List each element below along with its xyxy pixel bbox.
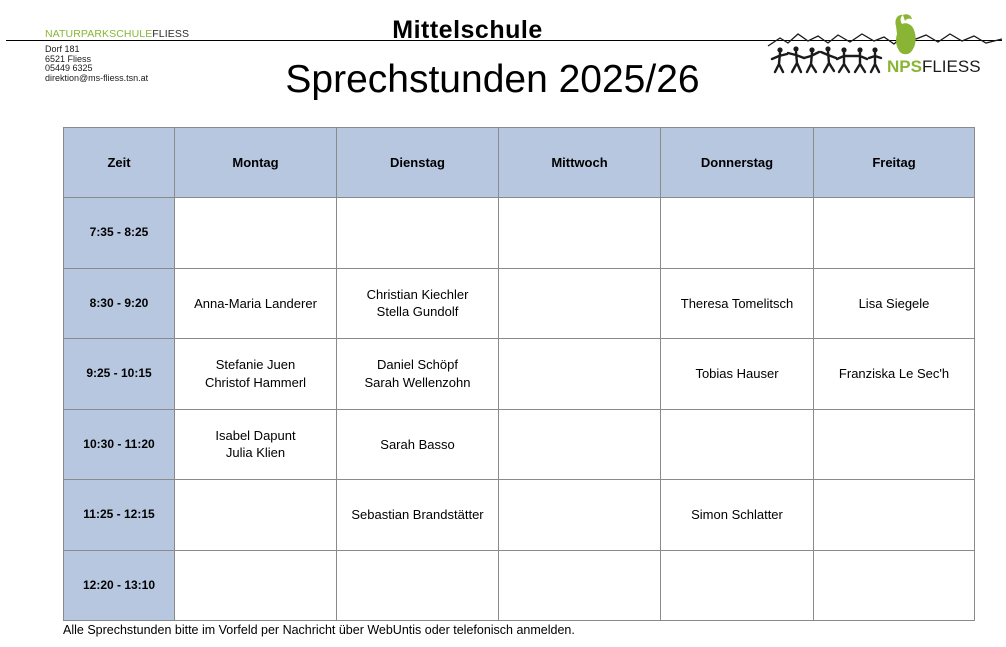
time-slot-cell: 8:30 - 9:20 bbox=[64, 268, 175, 339]
time-slot-cell: 12:20 - 13:10 bbox=[64, 550, 175, 621]
teacher-name: Sebastian Brandstätter bbox=[351, 507, 484, 522]
schedule-cell-thursday bbox=[661, 409, 814, 480]
page-title: Sprechstunden 2025/26 bbox=[285, 58, 700, 101]
schedule-cell-tuesday bbox=[337, 198, 499, 269]
address-city: 6521 Fliess bbox=[45, 53, 92, 64]
schedule-cell-monday bbox=[175, 198, 337, 269]
teacher-name: Christian Kiechler bbox=[366, 286, 469, 302]
column-header-friday: Freitag bbox=[814, 128, 975, 198]
schedule-cell-monday bbox=[175, 550, 337, 621]
schedule-cell-tuesday bbox=[337, 409, 499, 480]
teacher-name: Anna-Maria Landerer bbox=[194, 295, 317, 311]
school-brand-text: NATURPARKSCHULEFLIESS bbox=[45, 28, 190, 40]
schedule-cell-monday bbox=[175, 339, 337, 410]
schedule-cell-tuesday bbox=[337, 268, 499, 339]
column-header-wednesday: Mittwoch bbox=[499, 128, 661, 198]
column-header-time: Zeit bbox=[64, 128, 175, 198]
schedule-cell-friday bbox=[814, 409, 975, 480]
schedule-cell-tuesday bbox=[337, 550, 499, 621]
time-slot-cell: 9:25 - 10:15 bbox=[64, 339, 175, 410]
teacher-name: Franziska Le Sec'h bbox=[838, 366, 950, 381]
nps-logo-text: NPSFLIESS bbox=[887, 57, 981, 76]
schedule-cell-wednesday bbox=[499, 550, 661, 621]
time-slot-cell: 10:30 - 11:20 bbox=[64, 409, 175, 480]
schedule-cell-thursday bbox=[661, 268, 814, 339]
column-header-monday: Montag bbox=[175, 128, 337, 198]
table-row bbox=[64, 268, 975, 339]
schedule-cell-thursday bbox=[661, 339, 814, 410]
teacher-name: Stefanie Juen bbox=[215, 357, 296, 373]
schedule-cell-monday bbox=[175, 480, 337, 551]
schedule-cell-monday bbox=[175, 268, 337, 339]
schedule-cell-wednesday bbox=[499, 409, 661, 480]
teacher-name: Sarah Basso bbox=[380, 436, 455, 452]
schedule-cell-wednesday bbox=[499, 480, 661, 551]
schedule-cell-wednesday bbox=[499, 268, 661, 339]
schedule-cell-thursday bbox=[661, 550, 814, 621]
address-email: direktion@ms-fliess.tsn.at bbox=[45, 72, 149, 83]
time-slot-cell: 7:35 - 8:25 bbox=[64, 198, 175, 269]
schedule-cell-tuesday bbox=[337, 339, 499, 410]
teacher-name: Stella Gundolf bbox=[376, 304, 459, 320]
school-type-heading: Mittelschule bbox=[392, 16, 543, 44]
teacher-name: Isabel Dapunt bbox=[215, 427, 296, 443]
teacher-name: Julia Klien bbox=[225, 445, 286, 461]
table-row bbox=[64, 550, 975, 621]
table-row bbox=[64, 409, 975, 480]
teacher-name: Lisa Siegele bbox=[858, 295, 930, 311]
address-street: Dorf 181 bbox=[45, 44, 80, 54]
schedule-cell-tuesday bbox=[337, 480, 499, 551]
schedule-cell-friday bbox=[814, 480, 975, 551]
schedule-cell-friday bbox=[814, 550, 975, 621]
teacher-name: Simon Schlatter bbox=[691, 507, 783, 522]
teacher-name: Christof Hammerl bbox=[204, 374, 307, 390]
table-row bbox=[64, 198, 975, 269]
table-row bbox=[64, 480, 975, 551]
teacher-name: Tobias Hauser bbox=[695, 366, 779, 381]
schedule-cell-monday bbox=[175, 409, 337, 480]
schedule-cell-friday bbox=[814, 268, 975, 339]
schedule-table bbox=[63, 127, 975, 621]
schedule-cell-friday bbox=[814, 339, 975, 410]
schedule-cell-friday bbox=[814, 198, 975, 269]
column-header-thursday: Donnerstag bbox=[661, 128, 814, 198]
address-phone: 05449 6325 bbox=[45, 63, 93, 74]
schedule-cell-wednesday bbox=[499, 198, 661, 269]
table-row bbox=[64, 339, 975, 410]
time-slot-cell: 11:25 - 12:15 bbox=[64, 480, 175, 551]
schedule-cell-thursday bbox=[661, 198, 814, 269]
teacher-name: Daniel Schöpf bbox=[377, 357, 458, 373]
schedule-cell-wednesday bbox=[499, 339, 661, 410]
teacher-name: Theresa Tomelitsch bbox=[680, 295, 794, 311]
table-header-row bbox=[64, 128, 975, 198]
column-header-tuesday: Dienstag bbox=[337, 128, 499, 198]
footer-note: Alle Sprechstunden bitte im Vorfeld per Nachricht über WebUntis oder telefonisch anmelden. bbox=[63, 623, 575, 637]
teacher-name: Sarah Wellenzohn bbox=[364, 374, 471, 390]
schedule-cell-thursday bbox=[661, 480, 814, 551]
